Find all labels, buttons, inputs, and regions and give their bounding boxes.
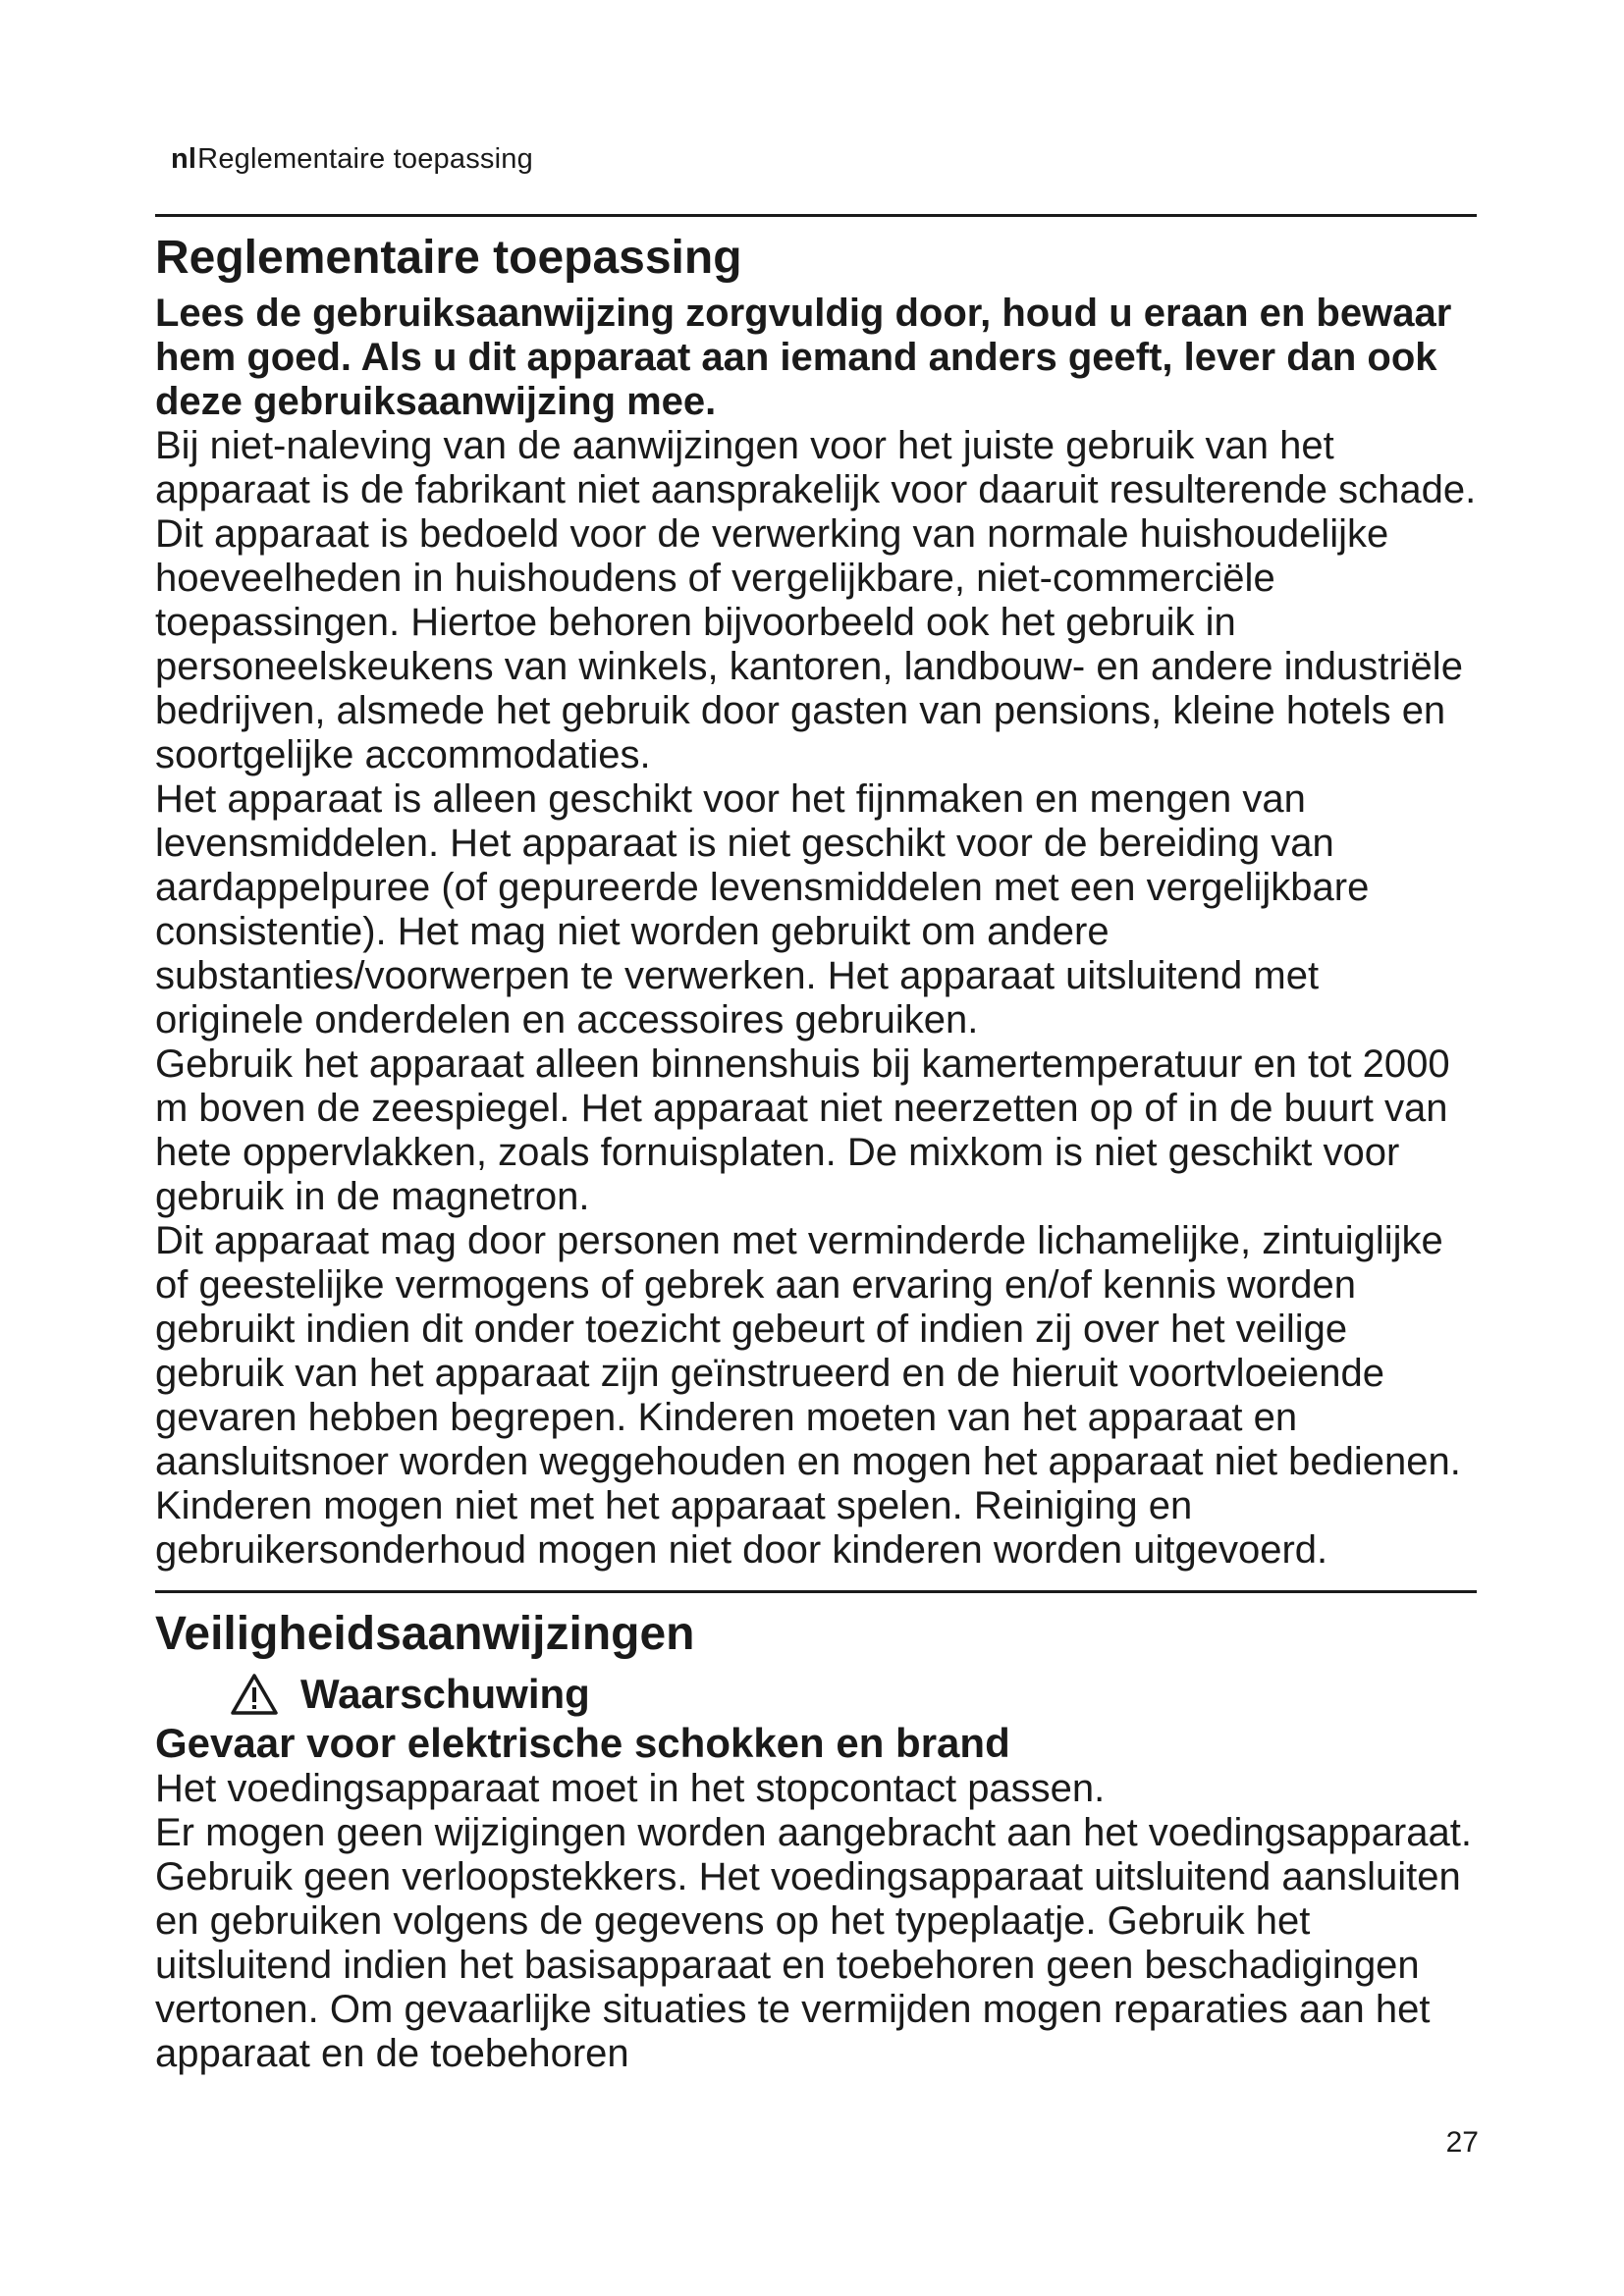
section-safety-instructions [155, 1590, 1477, 2076]
page-number: 27 [1445, 2126, 1479, 2159]
body-paragraph: Gebruik het apparaat alleen binnenshuis bij kamertemperatuur en tot 2000 m boven de zeespiegel. Het apparaat niet neerzetten op of in de buurt van hete oppervlakken, zoals fornuisplaten. De mixkom is niet geschikt voor gebruik in de magnetron. [155, 1042, 1450, 1218]
hazard-title: Gevaar voor elektrische schokken en brand [155, 1720, 1010, 1766]
body-paragraph: Het voedingsapparaat moet in het stopcontact passen. [155, 1767, 1106, 1810]
page-content [155, 214, 1477, 2076]
body-paragraph: Dit apparaat mag door personen met verminderde lichamelijke, zintuiglijke of geestelijke vermogens of gebrek aan ervaring en/of kennis worden gebruikt indien dit onder toezicht gebeurt of indien zij over het veilige gebruik van het apparaat zijn geïnstrueerd en de hieruit voortvloeiende gevaren hebben begrepen. Kinderen moeten van het apparaat en aansluitsnoer worden weggehouden en mogen het apparaat niet bedienen. Kinderen mogen niet met het apparaat spelen. Reiniging en gebruikersonderhoud mogen niet door kinderen worden uitgevoerd. [155, 1219, 1461, 1572]
body-paragraph: Bij niet-naleving van de aanwijzingen voor het juiste gebruik van het apparaat is de fabrikant niet aansprakelijk voor daaruit resulterende schade. [155, 424, 1477, 511]
body-paragraph: Er mogen geen wijzigingen worden aangebracht aan het voedingsapparaat. Gebruik geen verloopstekkers. Het voedingsapparaat uitsluitend aansluiten en gebruiken volgens de gegevens op het typeplaatje. Gebruik het uitsluitend indien het basisapparaat en toebehoren geen beschadigingen vertonen. Om gevaarlijke situaties te vermijden mogen reparaties aan het apparaat en de toebehoren [155, 1811, 1472, 2075]
section-title: Reglementaire toepassing [155, 232, 742, 284]
section-intended-use [155, 214, 1477, 1573]
body-paragraph: Dit apparaat is bedoeld voor de verwerking van normale huishoudelijke hoeveelheden in huishoudens of vergelijkbare, niet-commerciële toepassingen. Hiertoe behoren bijvoorbeeld ook het gebruik in personeelskeukens van winkels, kantoren, landbouw- en andere industriële bedrijven, alsmede het gebruik door gasten van pensions, kleine hotels en soortgelijke accommodaties. [155, 512, 1463, 776]
section-divider [155, 214, 1477, 217]
warning-triangle-icon [230, 1673, 279, 1716]
section-title: Veiligheidsaanwijzingen [155, 1608, 695, 1660]
warning-label: Waarschuwing [300, 1671, 590, 1717]
lead-paragraph: Lees de gebruiksaanwijzing zorgvuldig door, houd u eraan en bewaar hem goed. Als u dit apparaat aan iemand anders geeft, lever dan ook deze gebruiksaanwijzing mee. [155, 292, 1452, 423]
language-code: nl [171, 143, 197, 175]
section-divider [155, 1590, 1477, 1593]
running-title: Reglementaire toepassing [197, 143, 533, 175]
running-header [171, 141, 533, 177]
body-paragraph: Het apparaat is alleen geschikt voor het fijnmaken en mengen van levensmiddelen. Het apparaat is niet geschikt voor de bereiding van aardappelpuree (of gepureerde levensmiddelen met een vergelijkbare consistentie). Het mag niet worden gebruikt om andere substanties/voorwerpen te verwerken. Het apparaat uitsluitend met originele onderdelen en accessoires gebruiken. [155, 777, 1370, 1041]
warning-heading [230, 1669, 1477, 1720]
